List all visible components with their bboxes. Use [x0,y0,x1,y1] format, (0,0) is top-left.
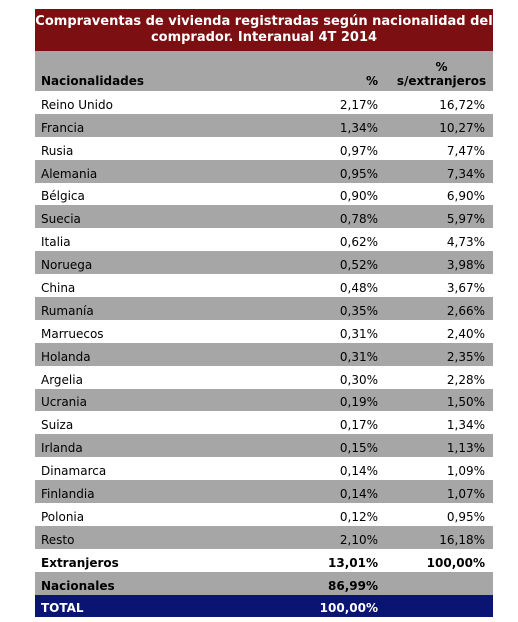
cell-pct: 0,15% [339,441,378,456]
cell-pct: 2,17% [339,97,378,112]
cell-pct-ext: 1,34% [446,418,485,433]
cell-nationality: Irlanda [41,441,83,456]
cell-nationality: Suiza [41,418,74,433]
cell-pct-ext: 4,73% [446,235,485,250]
table-row [35,366,493,389]
cell-nationality: Rumanía [41,303,94,318]
cell-nacionales-label: Nacionales [41,578,115,593]
cell-pct-ext: 7,47% [446,143,485,158]
cell-total-label: TOTAL [41,601,84,616]
table-header [35,51,493,91]
cell-pct: 0,14% [339,487,378,502]
cell-nationality: Dinamarca [41,464,107,479]
cell-pct-ext: 1,50% [446,395,485,410]
cell-pct: 0,52% [339,258,378,273]
cell-pct: 0,31% [339,349,378,364]
cell-pct: 0,48% [339,281,378,296]
cell-nationality: Rusia [41,143,74,158]
cell-pct: 0,19% [339,395,378,410]
row-total [35,595,493,618]
cell-pct-ext: 5,97% [446,212,485,227]
cell-pct-ext: 1,13% [446,441,485,456]
cell-extranjeros-pct: 13,01% [328,555,378,570]
cell-pct: 2,10% [339,532,378,547]
table-row [35,297,493,320]
cell-pct: 0,62% [339,235,378,250]
cell-nationality: Bélgica [41,189,85,204]
cell-pct-ext: 16,72% [439,97,485,112]
cell-nationality: Noruega [41,258,93,273]
cell-nationality: Suecia [41,212,81,227]
cell-pct-ext: 3,98% [446,258,485,273]
cell-pct: 0,97% [339,143,378,158]
table-row [35,183,493,206]
cell-pct-ext: 2,66% [446,303,485,318]
cell-pct: 0,17% [339,418,378,433]
cell-nationality: Finlandia [41,487,95,502]
header-pct-extranjeros-line2: s/extranjeros [396,74,487,88]
cell-pct-ext: 10,27% [439,120,485,135]
cell-extranjeros-label: Extranjeros [41,555,119,570]
table-row [35,228,493,251]
row-nacionales [35,572,493,595]
table-title: Compraventas de vivienda registradas según nacionalidad del comprador. Interanual 4T 2014 [35,9,493,51]
cell-pct-ext: 0,95% [446,509,485,524]
cell-pct: 1,34% [339,120,378,135]
cell-pct-ext: 7,34% [446,166,485,181]
table-row [35,343,493,366]
cell-pct-ext: 6,90% [446,189,485,204]
cell-nationality: Argelia [41,372,83,387]
table-row [35,160,493,183]
cell-pct: 0,35% [339,303,378,318]
table-row [35,457,493,480]
header-pct: % [365,74,378,88]
table-row [35,389,493,412]
table-row [35,480,493,503]
table-row [35,320,493,343]
table-row [35,411,493,434]
table-row [35,91,493,114]
cell-nationality: Reino Unido [41,97,113,112]
row-extranjeros [35,549,493,572]
cell-nationality: Francia [41,120,85,135]
cell-pct: 0,31% [339,326,378,341]
cell-pct-ext: 1,09% [446,464,485,479]
table-row [35,274,493,297]
cell-total-pct: 100,00% [319,601,378,616]
table-row [35,251,493,274]
cell-nationality: China [41,281,76,296]
table-row [35,137,493,160]
header-pct-extranjeros-line1: % [435,60,448,74]
cell-nationality: Resto [41,532,75,547]
cell-pct: 0,90% [339,189,378,204]
header-nacionalidades: Nacionalidades [41,74,145,88]
cell-pct: 0,30% [339,372,378,387]
cell-pct-ext: 1,07% [446,487,485,502]
table-row [35,526,493,549]
table-body [35,91,493,549]
cell-pct: 0,14% [339,464,378,479]
cell-pct-ext: 3,67% [446,281,485,296]
cell-nationality: Italia [41,235,71,250]
cell-nationality: Marruecos [41,326,104,341]
cell-nationality: Alemania [41,166,98,181]
table-row [35,434,493,457]
header-pct-extranjeros [380,60,493,88]
table-row [35,114,493,137]
data-table [35,9,493,617]
cell-extranjeros-pct-ext: 100,00% [426,555,485,570]
table-row [35,503,493,526]
cell-pct-ext: 16,18% [439,532,485,547]
cell-nacionales-pct: 86,99% [328,578,378,593]
cell-pct: 0,78% [339,212,378,227]
cell-nationality: Holanda [41,349,91,364]
cell-pct-ext: 2,35% [446,349,485,364]
cell-pct-ext: 2,28% [446,372,485,387]
cell-nationality: Ucrania [41,395,87,410]
table-row [35,205,493,228]
cell-pct: 0,95% [339,166,378,181]
cell-pct-ext: 2,40% [446,326,485,341]
cell-nationality: Polonia [41,509,85,524]
cell-pct: 0,12% [339,509,378,524]
